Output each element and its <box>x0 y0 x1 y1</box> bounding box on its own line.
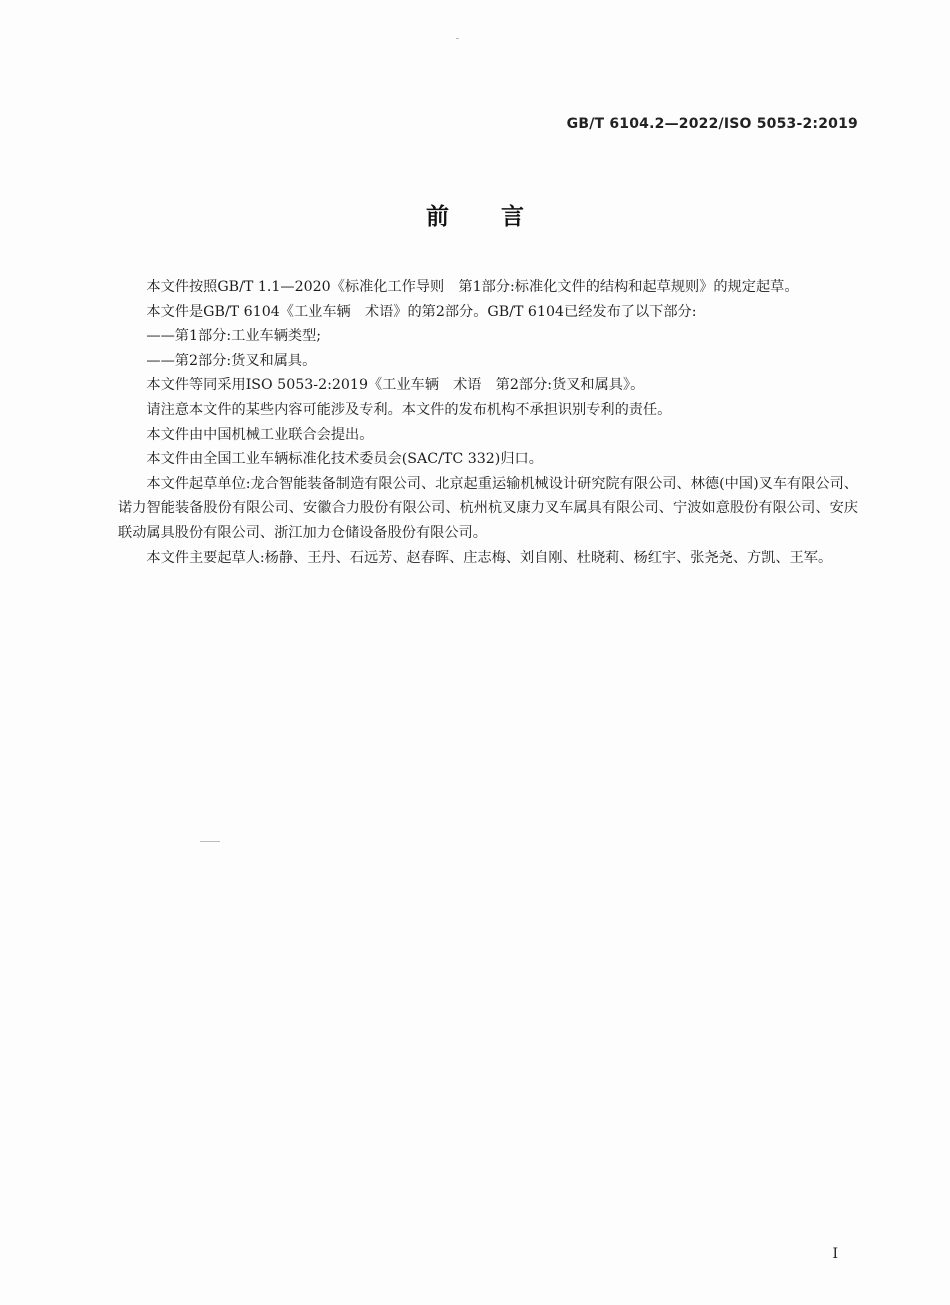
page-title: 前言 <box>426 204 576 230</box>
list-item-part-2: ——第2部分:货叉和属具。 <box>146 352 317 369</box>
page-number: I <box>832 1246 838 1262</box>
paragraph-drafting-rules: 本文件按照GB/T 1.1—2020《标准化工作导则 第1部分:标准化文件的结构和起草规则》的规定起草。 <box>146 279 799 295</box>
paragraph-drafting-units: 本文件起草单位:龙合智能装备制造有限公司、北京起重运输机械设计研究院有限公司、林德(中国)叉车有限公司、诺力智能装备股份有限公司、安徽合力股份有限公司、杭州杭叉康力叉车属具有限公司、宁波如意股份有限公司、安庆联动属具股份有限公司、浙江加力仓储设备股份有限公司。 <box>118 475 858 541</box>
paragraph-patent-notice: 请注意本文件的某些内容可能涉及专利。本文件的发布机构不承担识别专利的责任。 <box>146 401 672 418</box>
scan-speck <box>200 841 220 842</box>
scan-speck <box>456 38 459 39</box>
paragraph-identical-adoption: 本文件等同采用ISO 5053-2:2019《工业车辆 术语 第2部分:货叉和属具》。 <box>146 377 645 394</box>
paragraph-main-drafters: 本文件主要起草人:杨静、王丹、石远芳、赵春晖、庄志梅、刘自刚、杜晓莉、杨红宇、张尧尧、方凯、王军。 <box>146 549 833 566</box>
paragraph-part-of-series: 本文件是GB/T 6104《工业车辆 术语》的第2部分。GB/T 6104已经发布了以下部分: <box>146 303 697 320</box>
paragraph-under-jurisdiction: 本文件由全国工业车辆标准化技术委员会(SAC/TC 332)归口。 <box>146 451 543 468</box>
list-item-part-1: ——第1部分:工业车辆类型; <box>146 328 322 345</box>
paragraph-proposed-by: 本文件由中国机械工业联合会提出。 <box>146 426 374 443</box>
standard-number-header: GB/T 6104.2—2022/ISO 5053-2:2019 <box>566 116 858 132</box>
foreword-body <box>118 275 858 570</box>
